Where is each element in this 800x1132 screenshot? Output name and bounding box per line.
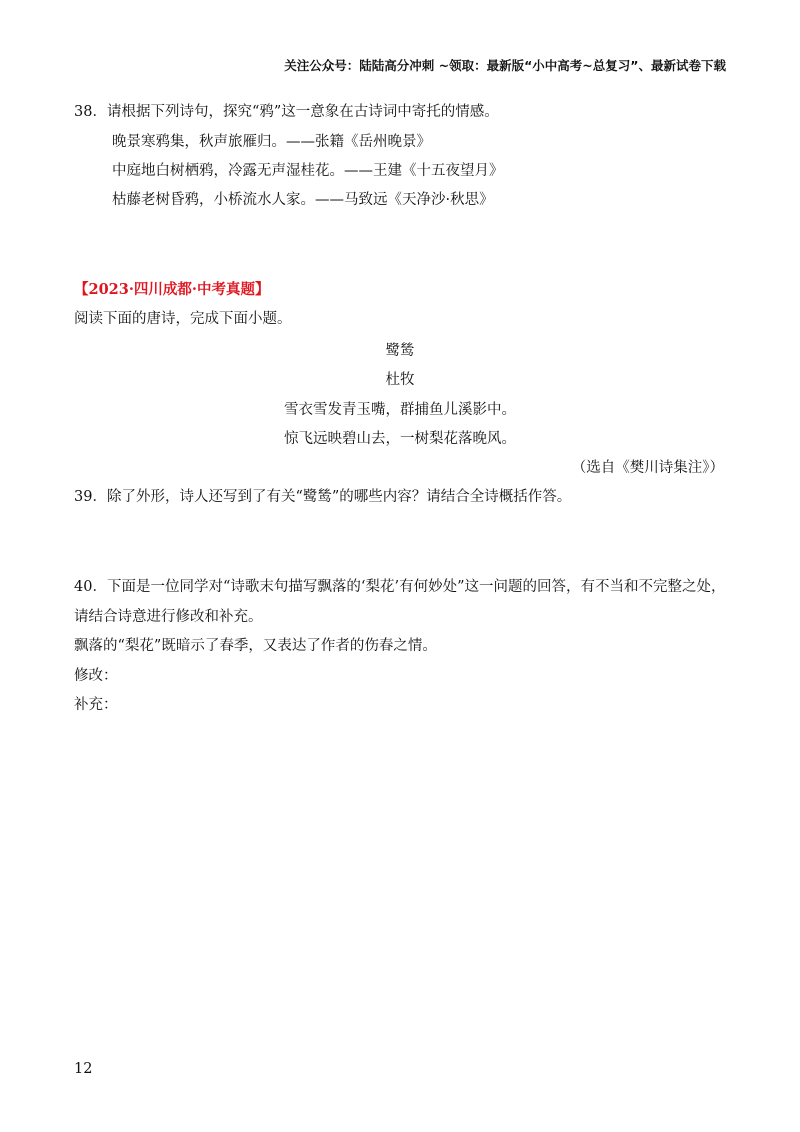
question-40-prompt-line-1: 40．下面是一位同学对“诗歌末句描写飘落的‘梨花’有何妙处”这一问题的回答，有不当和不完整之处， xyxy=(74,579,726,595)
question-40-prompt-line-2: 请结合诗意进行修改和补充。 xyxy=(74,609,263,625)
question-38-prompt: 38．请根据下列诗句，探究“鸦”这一意象在古诗词中寄托的情感。 xyxy=(74,104,499,120)
poem-author: 杜牧 xyxy=(385,372,415,388)
q38-verse-1: 晚景寒鸦集，秋声旅雁归。——张籍《岳州晚景》 xyxy=(112,134,431,150)
q38-verse-2: 中庭地白树栖鸦，冷露无声湿桂花。——王建《十五夜望月》 xyxy=(112,163,504,179)
question-39-prompt: 39．除了外形，诗人还写到了有关“鹭鸶”的哪些内容？请结合全诗概括作答。 xyxy=(74,489,572,505)
poem-line-1: 雪衣雪发青玉嘴，群捕鱼儿溪影中。 xyxy=(284,402,516,418)
page-header: 关注公众号：陆陆高分冲刺 ~领取：最新版“小中高考~总复习”、最新试卷下载 xyxy=(284,58,726,73)
question-40-answer: 飘落的“梨花”既暗示了春季，又表达了作者的伤春之情。 xyxy=(74,638,437,654)
poem-title: 鹭鸶 xyxy=(385,343,415,359)
poem-source: （选自《樊川诗集注》） xyxy=(571,460,724,476)
reading-intro: 阅读下面的唐诗，完成下面小题。 xyxy=(74,311,292,327)
poem-line-2: 惊飞远映碧山去，一树梨花落晚风。 xyxy=(284,431,516,447)
q38-verse-3: 枯藤老树昏鸦，小桥流水人家。——马致远《天净沙·秋思》 xyxy=(112,192,494,208)
supplement-label: 补充： xyxy=(74,697,118,713)
revise-label: 修改： xyxy=(74,668,118,684)
page-number: 12 xyxy=(74,1061,93,1077)
section-tag: 【2023·四川成都·中考真题】 xyxy=(74,281,270,298)
